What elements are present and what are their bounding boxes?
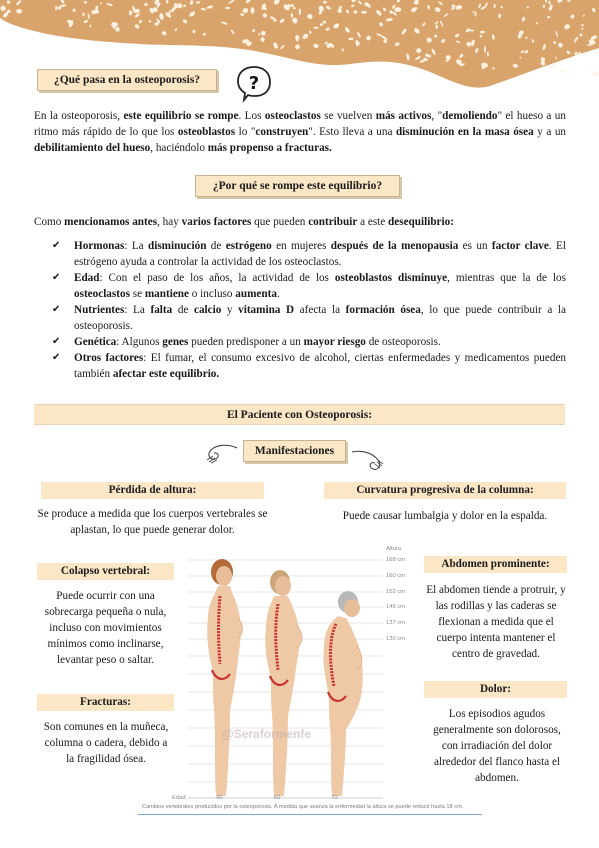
spine-curvature-title: Curvatura progresiva de la columna: (324, 482, 566, 499)
text-span: : El fumar, el consumo excesivo de alcohol, ciertas enfermedades y medicamentos pueden también (74, 352, 566, 380)
text-span: : La (124, 240, 148, 252)
bold-text: estrógeno (225, 240, 272, 252)
height-tick-137: 137 cm (386, 620, 406, 626)
bold-text: más propenso a fracturas. (207, 142, 332, 154)
height-loss-text: Se produce a medida que los cuerpos vertebrales se aplastan, lo que puede generar dolor. (37, 508, 268, 536)
factor-item (52, 302, 566, 334)
prominent-abdomen-title: Abdomen prominente: (424, 556, 567, 573)
height-tick-130: 130 cm (386, 636, 406, 642)
bold-text: vitamina D (238, 304, 295, 316)
woman-age-70-figure (323, 591, 362, 796)
bold-text: mayor riesgo (303, 336, 366, 348)
bold-text: construyen (255, 126, 309, 138)
text-span: o incluso (188, 288, 236, 300)
osteoporosis-posture-figure (178, 540, 420, 802)
text-span: lo " (235, 126, 256, 138)
text-span: , " (431, 110, 443, 122)
text-span: que pueden (251, 216, 309, 228)
bold-text: genes (162, 336, 189, 348)
factor-item (52, 270, 566, 302)
text-span: , haciéndolo (150, 142, 208, 154)
text-span: ". Esto lleva a una (308, 126, 396, 138)
text-span: pueden predisponer a un (188, 336, 304, 348)
text-span: y a un (533, 126, 567, 138)
bold-text: Genética (74, 336, 117, 348)
bold-text: aumenta (235, 288, 277, 300)
bold-text: disminución (147, 240, 207, 252)
bone-pore (584, 53, 588, 56)
check-icon: ✔ (52, 240, 61, 251)
swirl-right-icon (350, 448, 386, 474)
bold-text: más activos (375, 110, 432, 122)
text-span: de (172, 304, 194, 316)
text-span: afecta la (294, 304, 346, 316)
question-bubble-icon (234, 63, 274, 103)
age-tick-40: 40 (216, 795, 223, 801)
text-span: , lo que puede contribuir a la osteoporosis. (74, 304, 566, 332)
bold-text: debilitamiento del hueso (34, 142, 151, 154)
text-span: a este (357, 216, 389, 228)
vertebral-collapse-text: Puede ocurrir con una sobrecarga pequeña o nula, incluso con movimientos mínimos como inclinarse, levantar peso o saltar. (44, 590, 167, 666)
bold-text: mencionamos antes (64, 216, 158, 228)
bold-text: formación ósea (345, 304, 421, 316)
fractures-title: Fracturas: (37, 694, 174, 711)
text-span: " el hueso a un ritmo más rápido de lo que los (34, 110, 566, 138)
bone-pore (394, 7, 401, 12)
instagram-watermark: @Seraformenfe (222, 727, 312, 741)
height-loss-title: Pérdida de altura: (41, 482, 264, 499)
age-axis-label: Edad (172, 795, 186, 801)
bold-text: Hormonas (74, 240, 125, 252)
bone-pore (342, 48, 344, 51)
pain-title: Dolor: (424, 681, 567, 698)
swirl-left-icon (203, 442, 239, 464)
text-span: : La (124, 304, 151, 316)
text-span: de osteoporosis. (365, 336, 441, 348)
bold-text: varios factores (181, 216, 252, 228)
check-icon: ✔ (52, 304, 61, 315)
text-span: en mujeres (271, 240, 331, 252)
bold-text: falta (150, 304, 173, 316)
text-span: se vuelven (320, 110, 376, 122)
text-span: es un (458, 240, 492, 252)
spine-curvature-text: Puede causar lumbalgia y dolor en la espalda. (342, 510, 548, 522)
bold-text: factor clave (491, 240, 549, 252)
text-span: se (129, 288, 145, 300)
bold-text: Edad (74, 272, 100, 284)
text-span: y (221, 304, 239, 316)
why-lead (34, 214, 566, 230)
svg-text:?: ? (248, 73, 260, 94)
bold-text: disminución en la masa ósea (395, 126, 534, 138)
bold-text: mantiene (144, 288, 189, 300)
bone-pore (559, 69, 565, 73)
bold-text: desequilibrio: (388, 216, 454, 228)
bold-text: osteoblastos (177, 126, 236, 138)
height-tick-145: 145 cm (386, 604, 406, 610)
bold-text: este equilibrio se rompe (123, 110, 239, 122)
prominent-abdomen-text: El abdomen tiende a protruir, y las rodillas y las caderas se flexionan a medida que el cuerpo intenta mantener el centro de gravedad. (426, 584, 566, 660)
bold-text: contribuir (308, 216, 358, 228)
bold-text: osteoclastos (74, 288, 130, 300)
text-span: . (276, 288, 280, 300)
text-span: Como (34, 216, 65, 228)
question-title: ¿Qué pasa en la osteoporosis? (37, 69, 217, 91)
bold-text: después de la menopausia (330, 240, 459, 252)
text-span: . Los (238, 110, 265, 122)
factor-list (52, 238, 566, 382)
bold-text: calcio (193, 304, 222, 316)
text-span: En la osteoporosis, (34, 110, 124, 122)
factor-item (52, 238, 566, 270)
intro-paragraph (34, 108, 566, 156)
woman-age-60-figure (265, 570, 302, 796)
vertebral-collapse-title: Colapso vertebral: (37, 563, 174, 580)
fractures-text: Son comunes en la muñeca, columna o cadera, debido a la fragilidad ósea. (43, 721, 169, 765)
pain-text: Los episodios agudos generalmente son dolorosos, con irradiación del dolor alrededor del flanco hasta el abdomen. (433, 708, 561, 784)
text-span: , hay (157, 216, 182, 228)
age-tick-70: 70 (331, 795, 338, 801)
age-tick-60: 60 (274, 795, 281, 801)
caption-underline (138, 814, 482, 815)
bold-text: Nutrientes (74, 304, 125, 316)
check-icon: ✔ (52, 336, 61, 347)
text-span: , mientras que la de los (447, 272, 566, 284)
text-span: de (206, 240, 226, 252)
why-title: ¿Por qué se rompe este equilibrio? (195, 175, 400, 197)
bold-text: Otros factores (74, 352, 144, 364)
bold-text: osteoclastos (264, 110, 321, 122)
bold-text: osteoblastos disminuye (334, 272, 448, 284)
check-icon: ✔ (52, 352, 61, 363)
bone-pore (588, 65, 592, 69)
patient-band-title: El Paciente con Osteoporosis: (34, 404, 565, 425)
text-span: . El estrógeno ayuda a controlar la actividad de los osteoclastos. (74, 240, 566, 268)
check-icon: ✔ (52, 272, 61, 283)
text-span: : Con el paso de los años, la actividad de los (99, 272, 335, 284)
woman-age-40-figure (207, 559, 242, 796)
factor-item (52, 334, 566, 350)
height-tick-168: 168 cm (386, 557, 406, 563)
manifestations-title: Manifestaciones (243, 440, 346, 462)
figure-caption: Cambios vertebrales producidos por la osteoporosis. A medida que avanza la enfermedad la altura se puede reducir hasta 18 cm. (142, 804, 464, 810)
height-tick-160: 160 cm (386, 573, 406, 579)
text-span: : Algunos (116, 336, 163, 348)
bone-pore (574, 76, 577, 79)
bold-text: afectar este equilibrio. (112, 368, 220, 380)
height-tick-152: 152 cm (386, 589, 406, 595)
factor-item (52, 350, 566, 382)
bone-pore (251, 7, 255, 14)
bold-text: demoliendo (442, 110, 498, 122)
height-axis-label: Altura (386, 546, 402, 552)
